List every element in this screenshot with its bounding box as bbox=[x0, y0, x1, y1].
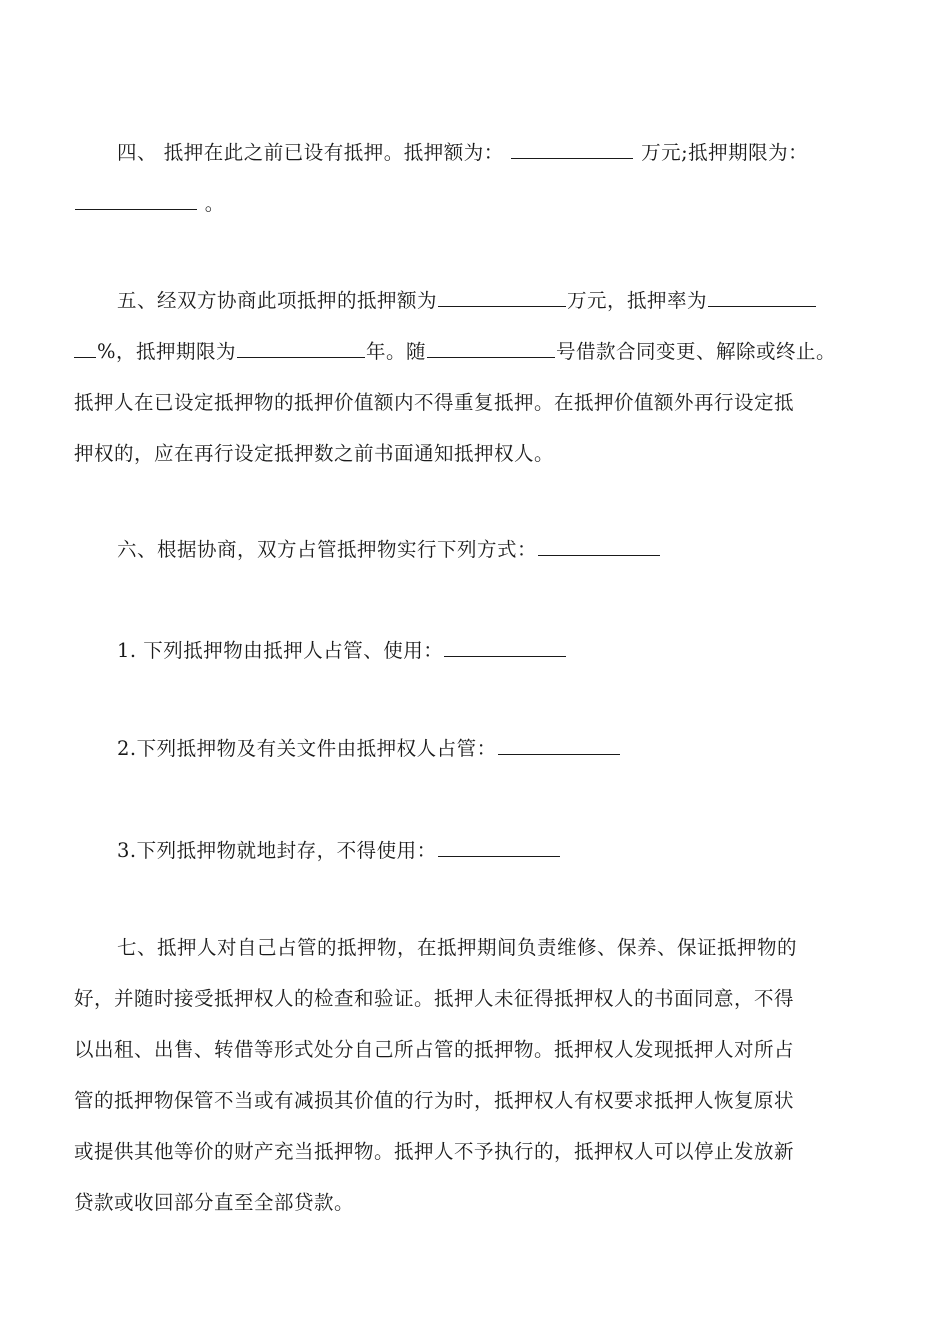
custody-item-3-text: 3.下列抵押物就地封存，不得使用： bbox=[117, 839, 437, 862]
clause-five-line-1 bbox=[74, 275, 880, 326]
mortgage-amount-blank[interactable] bbox=[438, 290, 566, 307]
clause-four-line-1 bbox=[74, 127, 880, 178]
custody-item-2-text: 2.下列抵押物及有关文件由抵押权人占管： bbox=[117, 737, 497, 760]
clause-five-line-4: 押权的，应在再行设定抵押数之前书面通知抵押权人。 bbox=[74, 442, 555, 465]
custody-item-2-line bbox=[74, 723, 880, 774]
loan-contract-number-blank[interactable] bbox=[427, 341, 555, 358]
existing-mortgage-amount-blank[interactable] bbox=[511, 142, 633, 159]
clause-four-text-b: 万元;抵押期限为： bbox=[634, 141, 809, 164]
clause-five-text-c: %，抵押期限为 bbox=[97, 340, 237, 363]
sealed-property-blank[interactable] bbox=[438, 840, 560, 857]
mortgagee-custody-blank[interactable] bbox=[498, 738, 620, 755]
clause-five-text-a: 五、经双方协商此项抵押的抵押额为 bbox=[117, 289, 438, 312]
custody-item-1-line bbox=[74, 625, 880, 676]
clause-six-text: 六、根据协商，双方占管抵押物实行下列方式： bbox=[117, 538, 538, 561]
clause-four-line-2 bbox=[74, 178, 880, 229]
clause-five-text-b: 万元，抵押率为 bbox=[567, 289, 708, 312]
custody-item-1-text: 1. 下列抵押物由抵押人占管、使用： bbox=[117, 639, 444, 662]
clause-five-text-d: 年。随 bbox=[366, 340, 427, 363]
mortgage-rate-blank-part-2[interactable] bbox=[74, 341, 96, 358]
clause-five bbox=[74, 275, 880, 479]
clause-seven-line-3: 以出租、出售、转借等形式处分自己所占管的抵押物。抵押权人发现抵押人对所占 bbox=[74, 1038, 795, 1061]
custody-item-3-line bbox=[74, 825, 880, 876]
clause-six-line-1 bbox=[74, 524, 880, 575]
clause-seven-line-4: 管的抵押物保管不当或有减损其价值的行为时，抵押权人有权要求抵押人恢复原状 bbox=[74, 1089, 795, 1112]
clause-seven-line-6: 贷款或收回部分直至全部贷款。 bbox=[74, 1191, 355, 1214]
clause-seven-line-5: 或提供其他等价的财产充当抵押物。抵押人不予执行的，抵押权人可以停止发放新 bbox=[74, 1140, 795, 1163]
mortgage-term-blank[interactable] bbox=[237, 341, 365, 358]
clause-four-text-c: 。 bbox=[198, 192, 225, 215]
existing-mortgage-term-blank[interactable] bbox=[75, 193, 197, 210]
clause-seven-line-2: 好，并随时接受抵押权人的检查和验证。抵押人未征得抵押权人的书面同意，不得 bbox=[74, 987, 795, 1010]
custody-item-1 bbox=[74, 625, 880, 676]
clause-six bbox=[74, 524, 880, 575]
clause-seven bbox=[74, 922, 880, 1228]
custody-item-2 bbox=[74, 723, 880, 774]
clause-five-line-2 bbox=[74, 326, 880, 377]
mortgage-rate-blank-part-1[interactable] bbox=[708, 290, 816, 307]
clause-seven-line-1: 七、抵押人对自己占管的抵押物，在抵押期间负责维修、保养、保证抵押物的 bbox=[117, 936, 798, 959]
clause-four-text-a: 四、 抵押在此之前已设有抵押。抵押额为： bbox=[117, 141, 504, 164]
custody-method-blank[interactable] bbox=[538, 539, 660, 556]
custody-item-3 bbox=[74, 825, 880, 876]
clause-four bbox=[74, 127, 880, 229]
clause-five-text-e: 号借款合同变更、解除或终止。 bbox=[556, 340, 837, 363]
mortgagor-custody-blank[interactable] bbox=[444, 640, 566, 657]
clause-five-line-3: 抵押人在已设定抵押物的抵押价值额内不得重复抵押。在抵押价值额外再行设定抵 bbox=[74, 391, 795, 414]
